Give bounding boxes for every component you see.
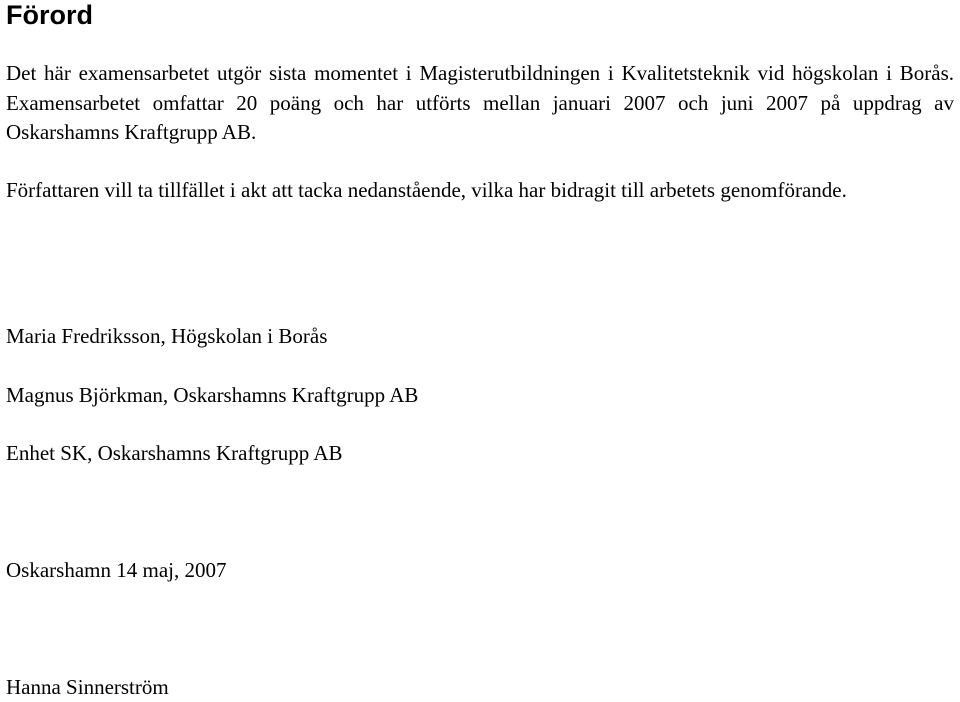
acknowledgement-item: Enhet SK, Oskarshamns Kraftgrupp AB: [6, 441, 343, 465]
page-title: Förord: [6, 0, 93, 30]
acknowledgement-item: Maria Fredriksson, Högskolan i Borås: [6, 324, 328, 348]
acknowledgement-item: Magnus Björkman, Oskarshamns Kraftgrupp AB: [6, 383, 419, 407]
intro-paragraph: Det här examensarbetet utgör sista momentet i Magisterutbildningen i Kvalitetsteknik vid högskolan i Borås. Examensarbetet omfattar 20 poäng och har utförts mellan januari 2007 och juni 2007 på uppdrag av Oskarshamns Kraftgrupp AB.: [6, 61, 954, 144]
author-name: Hanna Sinnerström: [6, 675, 169, 699]
thanks-paragraph: Författaren vill ta tillfället i akt att tacka nedanstående, vilka har bidragit till arbetets genomförande.: [6, 178, 847, 202]
place-date: Oskarshamn 14 maj, 2007: [6, 558, 227, 582]
document-page: [6, 0, 954, 698]
